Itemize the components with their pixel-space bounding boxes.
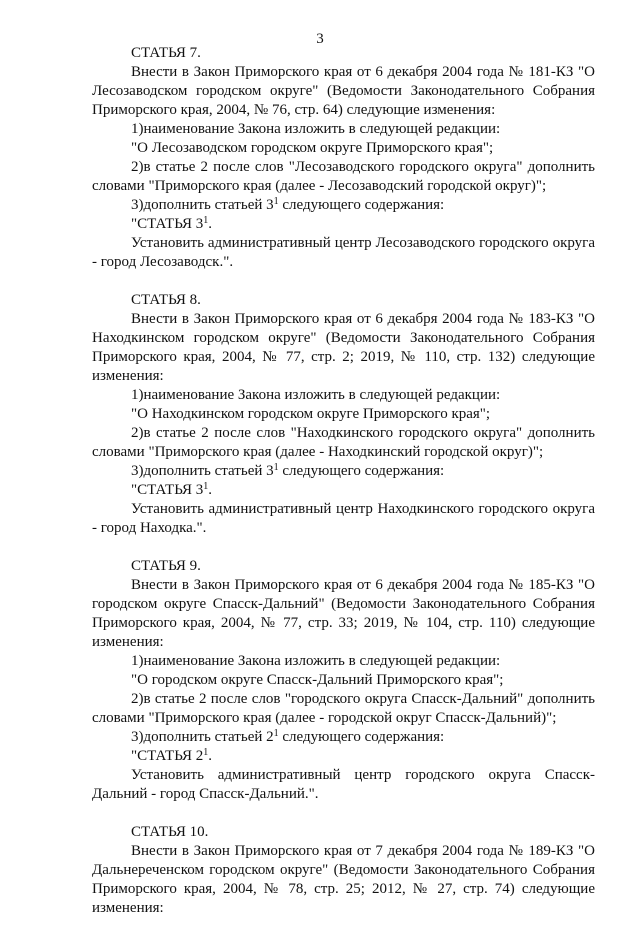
- article-7: [92, 44, 595, 272]
- article-heading: СТАТЬЯ 10.: [131, 824, 209, 840]
- new-article-text: Установить административный центр Находкинского городского округа - город Находка.".: [92, 501, 595, 536]
- new-article-heading: "СТАТЬЯ $2^1$.: [131, 747, 213, 764]
- item-1-text: "О Лесозаводском городском округе Приморского края";: [131, 140, 494, 156]
- article-heading: СТАТЬЯ 7.: [131, 45, 201, 61]
- item-3: 3)дополнить статьей $3^1$ следующего содержания:: [131, 196, 445, 213]
- item-1: 1)наименование Закона изложить в следующей редакции:: [131, 653, 501, 669]
- article-intro: Внести в Закон Приморского края от 6 декабря 2004 года № 183-КЗ "О Находкинском городском округе" (Ведомости Законодательного Собрания Приморского края, 2004, № 77, стр. 2; 2019, № 110, стр. 132) следующие изменения:: [92, 311, 595, 384]
- item-1-text: "О Находкинском городском округе Приморского края";: [131, 406, 491, 422]
- item-3: 3)дополнить статьей $3^1$ следующего содержания:: [131, 462, 445, 479]
- document-body: [92, 44, 595, 937]
- article-heading: СТАТЬЯ 9.: [131, 558, 201, 574]
- article-intro: Внести в Закон Приморского края от 6 декабря 2004 года № 181-КЗ "О Лесозаводском городском округе" (Ведомости Законодательного Собрания Приморского края, 2004, № 76, стр. 64) следующие изменения:: [92, 64, 595, 118]
- article-9: [92, 557, 595, 804]
- item-1-text: "О городском округе Спасск-Дальний Приморского края";: [131, 672, 504, 688]
- new-article-heading: "СТАТЬЯ $3^1$.: [131, 215, 213, 232]
- article-intro: Внести в Закон Приморского края от 7 декабря 2004 года № 189-КЗ "О Дальнереченском городском округе" (Ведомости Законодательного Собрания Приморского края, 2004, № 78, стр. 25; 2012, № 27, стр. 74) следующие изменения:: [92, 843, 595, 916]
- item-1: 1)наименование Закона изложить в следующей редакции:: [131, 387, 501, 403]
- new-article-heading: "СТАТЬЯ $3^1$.: [131, 481, 213, 498]
- item-2: 2)в статье 2 после слов "Находкинского городского округа" дополнить словами "Приморского края (далее - Находкинский городской округ)";: [92, 425, 595, 460]
- article-8: [92, 291, 595, 538]
- page-number: 3: [316, 31, 324, 47]
- article-10: [92, 823, 595, 918]
- item-2: 2)в статье 2 после слов "Лесозаводского городского округа" дополнить словами "Приморского края (далее - Лесозаводский городской округ)";: [92, 159, 595, 194]
- item-3: 3)дополнить статьей $2^1$ следующего содержания:: [131, 728, 445, 745]
- item-1: 1)наименование Закона изложить в следующей редакции:: [131, 121, 501, 137]
- article-intro: Внести в Закон Приморского края от 6 декабря 2004 года № 185-КЗ "О городском округе Спасск-Дальний" (Ведомости Законодательного Собрания Приморского края, 2004, № 77, стр. 33; 2019, № 104, стр. 110) следующие изменения:: [92, 577, 595, 650]
- new-article-text: Установить административный центр городского округа Спасск-Дальний - город Спасск-Дальний.".: [92, 767, 595, 802]
- item-2: 2)в статье 2 после слов "городского округа Спасск-Дальний" дополнить словами "Приморского края (далее - городской округ Спасск-Дальний)";: [92, 691, 595, 726]
- new-article-text: Установить административный центр Лесозаводского городского округа - город Лесозаводск.".: [92, 235, 595, 270]
- article-heading: СТАТЬЯ 8.: [131, 292, 201, 308]
